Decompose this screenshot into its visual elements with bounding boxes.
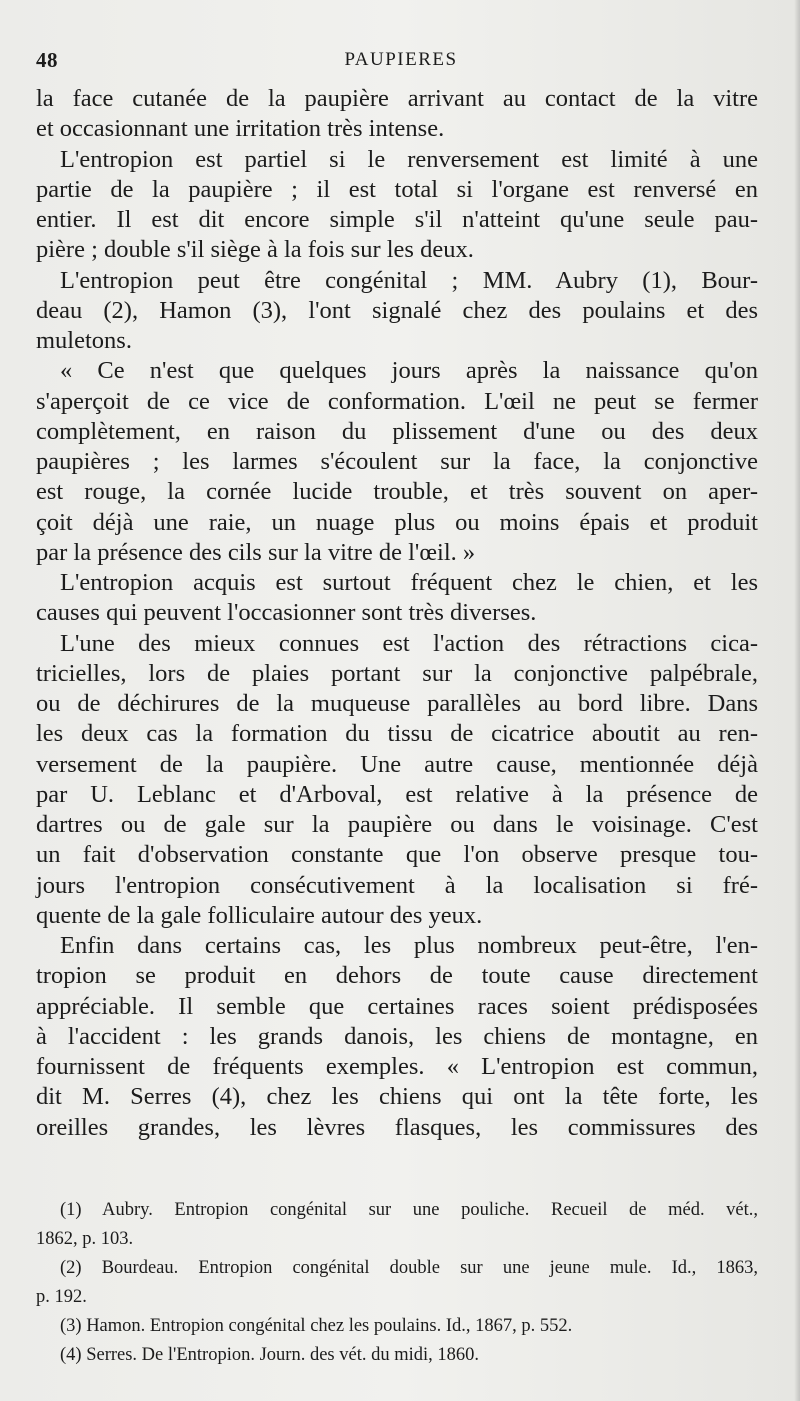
footnote-line: p. 192. [36, 1287, 87, 1307]
text-line: ou de déchirures de la muqueuse parallèles au bord libre. Dans [36, 690, 758, 717]
text-line: Enfin dans certains cas, les plus nombreux peut-être, l'en- [60, 932, 758, 959]
text-line: s'aperçoit de ce vice de conformation. L'œil ne peut se fermer [36, 387, 758, 415]
text-line: quente de la gale folliculaire autour des yeux. [36, 901, 483, 929]
text-line: les deux cas la formation du tissu de cicatrice aboutit au ren- [36, 720, 758, 748]
text-line: pière ; double s'il siège à la fois sur les deux. [36, 236, 474, 264]
text-line: muletons. [36, 327, 132, 354]
text-line: versement de la paupière. Une autre cause, mentionnée déjà [36, 750, 758, 778]
page-edge-shadow [794, 0, 800, 1401]
footnote-line: (4) Serres. De l'Entropion. Journ. des vét. du midi, 1860. [60, 1345, 480, 1365]
text-line: tropion se produit en dehors de toute cause directement [36, 962, 758, 990]
text-line: L'entropion peut être congénital ; MM. Aubry (1), Bour- [60, 266, 758, 294]
text-line: L'entropion acquis est surtout fréquent chez le chien, et les [60, 569, 758, 596]
text-line: partie de la paupière ; il est total si l'organe est renversé en [36, 175, 758, 203]
footnote-line: (1) Aubry. Entropion congénital sur une pouliche. Recueil de méd. vét., [60, 1200, 758, 1220]
text-line: deau (2), Hamon (3), l'ont signalé chez des poulains et des [36, 296, 758, 324]
text-line: appréciable. Il semble que certaines races soient prédisposées [36, 992, 758, 1020]
page-header [36, 42, 766, 78]
running-title: PAUPIERES [344, 49, 458, 70]
text-line: entier. Il est dit encore simple s'il n'atteint qu'une seule pau- [36, 206, 758, 233]
text-line: à l'accident : les grands danois, les chiens de montagne, en [36, 1022, 758, 1050]
text-line: complètement, en raison du plissement d'une ou des deux [36, 417, 758, 445]
page-number: 48 [36, 48, 58, 72]
text-line: çoit déjà une raie, un nuage plus ou moins épais et produit [36, 508, 758, 536]
text-line: dit M. Serres (4), chez les chiens qui ont la tête forte, les [36, 1083, 758, 1111]
footnote-line: 1862, p. 103. [36, 1229, 134, 1249]
footnote-line: (3) Hamon. Entropion congénital chez les poulains. Id., 1867, p. 552. [60, 1316, 573, 1336]
body-text [36, 84, 758, 1143]
text-line: et occasionnant une irritation très intense. [36, 115, 445, 143]
text-line: est rouge, la cornée lucide trouble, et très souvent on aper- [36, 478, 758, 506]
text-line: jours l'entropion consécutivement à la localisation si fré- [36, 871, 758, 899]
text-line: par U. Leblanc et d'Arboval, est relative à la présence de [36, 780, 758, 808]
text-line: tricielles, lors de plaies portant sur la conjonctive palpébrale, [36, 659, 758, 687]
footnote-line: (2) Bourdeau. Entropion congénital double sur une jeune mule. Id., 1863, [60, 1258, 758, 1278]
text-line: dartres ou de gale sur la paupière ou dans le voisinage. C'est [36, 811, 758, 838]
footnotes [36, 1196, 758, 1370]
text-line: fournissent de fréquents exemples. « L'entropion est commun, [36, 1053, 758, 1080]
text-line: paupières ; les larmes s'écoulent sur la face, la conjonctive [36, 448, 758, 475]
text-line: « Ce n'est que quelques jours après la naissance qu'on [60, 357, 758, 385]
text-line: un fait d'observation constante que l'on observe presque tou- [36, 841, 758, 869]
text-line: par la présence des cils sur la vitre de l'œil. » [36, 538, 476, 566]
text-line: causes qui peuvent l'occasionner sont très diverses. [36, 599, 537, 627]
text-line: oreilles grandes, les lèvres flasques, les commissures des [36, 1113, 758, 1141]
text-line: la face cutanée de la paupière arrivant au contact de la vitre [36, 85, 758, 112]
text-line: L'entropion est partiel si le renversement est limité à une [60, 145, 758, 173]
text-line: L'une des mieux connues est l'action des rétractions cica- [60, 629, 758, 657]
